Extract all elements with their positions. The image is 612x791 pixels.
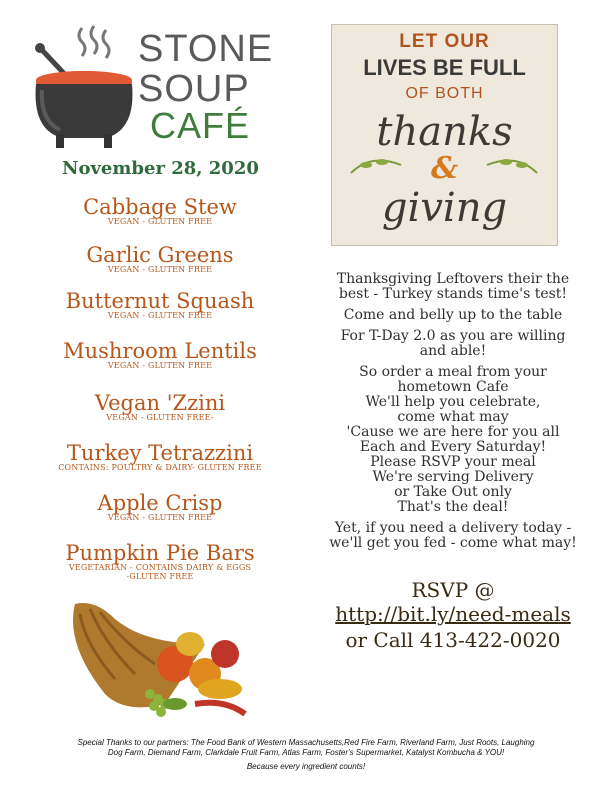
dish-note: CONTAINS: POULTRY & DAIRY- GLUTEN FREE <box>58 463 262 473</box>
card-line-ampersand: & <box>430 151 459 186</box>
dish-note: VEGAN - GLUTEN FREE- <box>106 413 214 423</box>
dish-name: Mushroom Lentils <box>63 339 257 363</box>
menu-item <box>30 340 290 371</box>
thanksgiving-quote-card <box>331 24 558 246</box>
rsvp-phone: or Call 413-422-0020 <box>345 628 561 652</box>
poem-line: Yet, if you need a delivery today - <box>334 520 572 536</box>
dish-name: Vegan 'Zzini <box>94 391 226 415</box>
tagline: Because every ingredient counts! <box>246 762 366 771</box>
poem-line: or Take Out only <box>394 484 512 500</box>
poem-line: We're serving Delivery <box>372 469 534 485</box>
dish-note-continued: -GLUTEN FREE <box>126 571 194 581</box>
poem-line: 'Cause we are here for you all <box>346 424 560 440</box>
partners-line: Special Thanks to our partners: The Food Bank of Western Massachusetts,Red Fire Farm, Riverland Farm, Just Roots, Laughing <box>77 738 535 747</box>
menu-item <box>30 492 290 523</box>
rsvp-label: RSVP @ <box>411 578 495 602</box>
poem-line: and able! <box>419 343 487 359</box>
menu-item <box>30 542 290 582</box>
poem-line: Each and Every Saturday! <box>359 439 547 455</box>
dish-note: VEGAN - GLUTEN FREE <box>107 361 213 371</box>
poem-line: Come and belly up to the table <box>343 307 563 323</box>
cauldron-logo-icon <box>22 20 142 150</box>
leaf-icon <box>346 153 406 183</box>
logo-text-stone: STONE <box>138 28 274 70</box>
dish-note: VEGAN - GLUTEN FREE <box>107 265 213 275</box>
dish-note: VEGAN - GLUTEN FREE <box>107 311 213 321</box>
poem-line: come what may <box>397 409 509 425</box>
dish-name: Garlic Greens <box>86 243 234 267</box>
logo-text-soup: SOUP <box>138 68 250 110</box>
poem-line: best - Turkey stands time's test! <box>338 286 568 302</box>
dish-note: VEGAN - GLUTEN FREE <box>107 513 213 523</box>
leaf-icon <box>482 153 542 183</box>
poem-line: We'll help you celebrate, <box>365 394 541 410</box>
dish-note: VEGAN - GLUTEN FREE <box>107 217 213 227</box>
dish-name: Butternut Squash <box>65 289 255 313</box>
card-line-thanks: thanks <box>376 109 513 155</box>
dish-note: VEGETARIAN - CONTAINS DAIRY & EGGS <box>68 563 252 573</box>
card-line-of-both: OF BOTH <box>405 85 484 102</box>
menu-item <box>30 244 290 275</box>
dish-name: Apple Crisp <box>97 491 223 515</box>
partners-line: Dog Farm, Diemand Farm, Clarkdale Fruit Farm, Atlas Farm, Foster's Supermarket, Katalyst Kombucha & YOU! <box>107 748 505 757</box>
thanksgiving-poem <box>312 272 594 551</box>
poem-line: That's the deal! <box>397 499 509 515</box>
card-line-let-our: LET OUR <box>399 31 490 52</box>
card-line-giving: giving <box>381 185 508 231</box>
rsvp-link[interactable]: http://bit.ly/need-meals <box>335 602 571 626</box>
card-line-lives-be-full: LIVES BE FULL <box>363 55 526 80</box>
menu-item <box>30 196 290 227</box>
poem-line: Thanksgiving Leftovers their the <box>336 271 570 287</box>
dish-name: Turkey Tetrazzini <box>66 441 254 465</box>
dish-name: Pumpkin Pie Bars <box>65 541 255 565</box>
menu-item <box>30 290 290 321</box>
menu-item <box>30 392 290 423</box>
poem-line: So order a meal from your <box>359 364 547 380</box>
logo-text-cafe: CAFÉ <box>150 105 251 146</box>
partners-thanks <box>20 738 592 758</box>
menu-date: November 28, 2020 <box>62 158 259 179</box>
cornucopia-icon <box>55 584 255 724</box>
poem-line: we'll get you fed - come what may! <box>329 535 577 551</box>
poem-line: Please RSVP your meal <box>370 454 536 470</box>
poem-line: hometown Cafe <box>397 379 509 395</box>
poem-line: For T-Day 2.0 as you are willing <box>340 328 566 344</box>
dish-name: Cabbage Stew <box>83 195 237 219</box>
menu-item <box>30 442 290 473</box>
